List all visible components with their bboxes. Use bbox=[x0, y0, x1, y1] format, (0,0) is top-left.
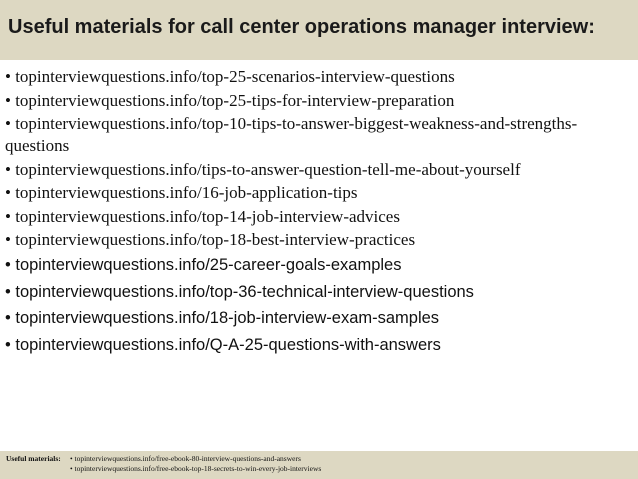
footer-link-list bbox=[70, 454, 321, 474]
link-list bbox=[5, 66, 633, 360]
list-item: • topinterviewquestions.info/top-18-best-interview-practices bbox=[5, 230, 416, 249]
list-item: • topinterviewquestions.info/16-job-application-tips bbox=[5, 183, 358, 202]
list-item: • topinterviewquestions.info/Q-A-25-questions-with-answers bbox=[5, 335, 441, 354]
list-item: • topinterviewquestions.info/top-25-scenarios-interview-questions bbox=[5, 67, 455, 86]
page-title: Useful materials for call center operations manager interview: bbox=[8, 16, 595, 38]
list-item: • topinterviewquestions.info/18-job-interview-exam-samples bbox=[5, 309, 440, 327]
footer-link: • topinterviewquestions.info/free-ebook-80-interview-questions-and-answers bbox=[70, 454, 301, 463]
footer-link: • topinterviewquestions.info/free-ebook-top-18-secrets-to-win-every-job-interviews bbox=[70, 464, 322, 473]
footer-label-text: Useful materials bbox=[6, 454, 59, 463]
list-item: • topinterviewquestions.info/top-36-technical-interview-questions bbox=[5, 282, 474, 301]
footer-label-separator: : bbox=[58, 454, 61, 463]
list-item: • topinterviewquestions.info/25-career-goals-examples bbox=[5, 256, 402, 274]
footer-label bbox=[6, 454, 61, 464]
list-item: • topinterviewquestions.info/top-14-job-interview-advices bbox=[5, 206, 400, 226]
list-item: • topinterviewquestions.info/top-25-tips-for-interview-preparation bbox=[5, 90, 455, 110]
list-item: • topinterviewquestions.info/top-10-tips-to-answer-biggest-weakness-and-strengths-questions bbox=[5, 114, 578, 155]
footer-bar bbox=[0, 451, 638, 479]
title-banner bbox=[0, 0, 638, 60]
list-item: • topinterviewquestions.info/tips-to-answer-question-tell-me-about-yourself bbox=[5, 159, 521, 179]
